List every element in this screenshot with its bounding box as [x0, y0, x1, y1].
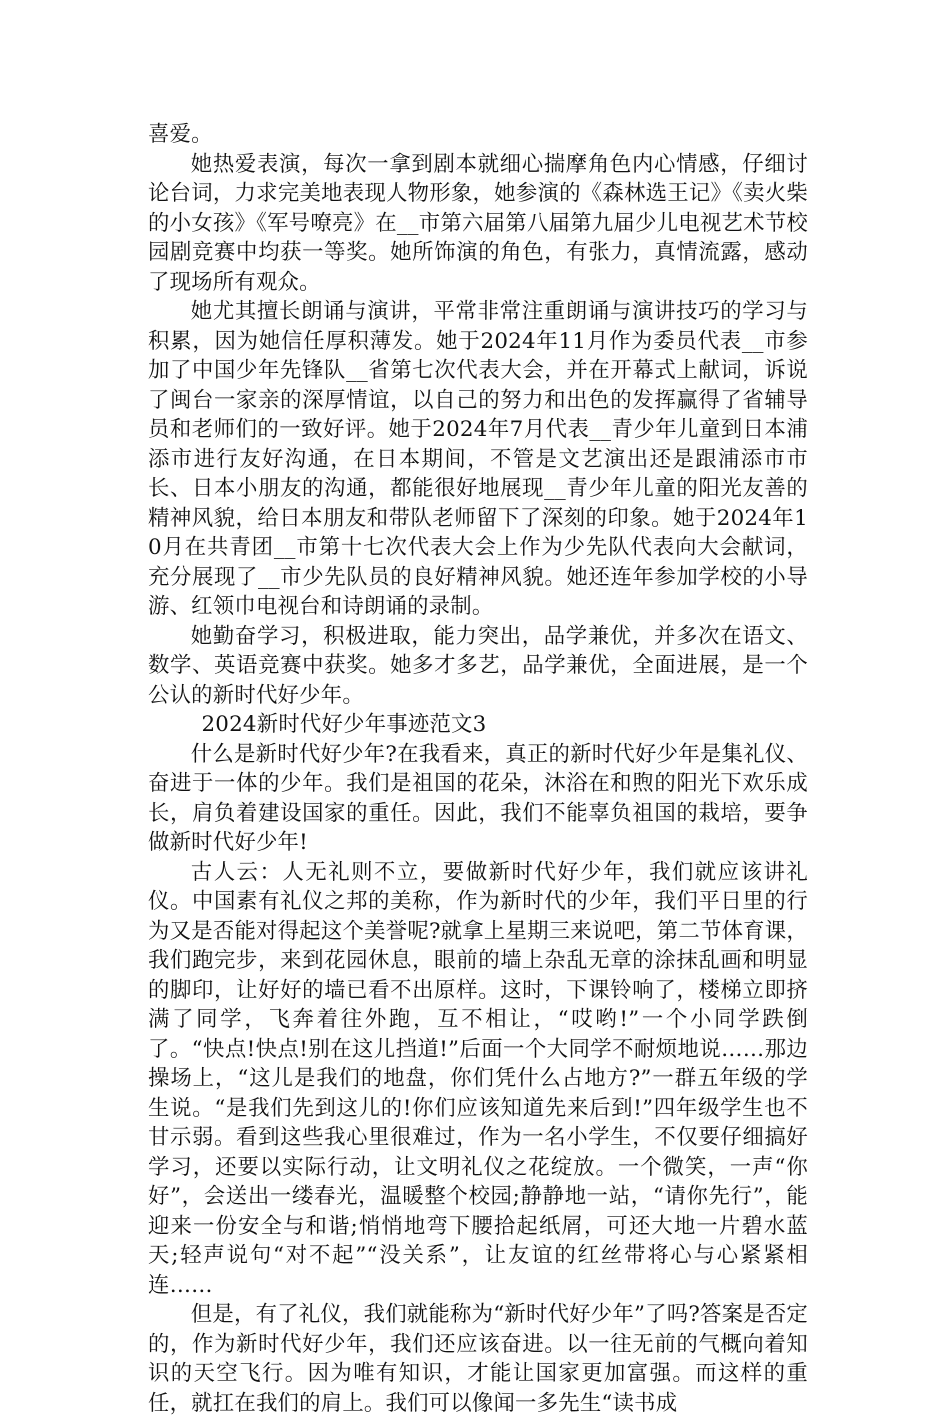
- paragraph-continuation: 喜爱。: [148, 122, 213, 147]
- section-heading: 2024新时代好少年事迹范文3: [201, 712, 487, 737]
- document-body: [148, 120, 808, 1418]
- paragraph-what-is: 什么是新时代好少年?在我看来，真正的新时代好少年是集礼仪、奋进于一体的少年。我们是祖国的花朵，沐浴在和煦的阳光下欢乐成长，肩负着建设国家的重任。因此，我们不能辜负祖国的栽培，要争做新时代好少年!: [148, 741, 808, 855]
- paragraph-etiquette: 古人云：人无礼则不立，要做新时代好少年，我们就应该讲礼仪。中国素有礼仪之邦的美称，作为新时代的少年，我们平日里的行为又是否能对得起这个美誉呢?就拿上星期三来说吧，第二节体育课，我们跑完步，来到花园休息，眼前的墙上杂乱无章的涂抹乱画和明显的脚印，让好好的墙已看不出原样。这时，下课铃响了，楼梯立即挤满了同学，飞奔着往外跑，互不相让，“哎哟!”一个小同学跌倒了。“快点!快点!别在这儿挡道!”后面一个大同学不耐烦地说……那边操场上，“这儿是我们的地盘，你们凭什么占地方?”一群五年级的学生说。“是我们先到这儿的!你们应该知道先来后到!”四年级学生也不甘示弱。看到这些我心里很难过，作为一名小学生，不仅要仔细搞好学习，还要以实际行动，让文明礼仪之花绽放。一个微笑，一声“你好”，会送出一缕春光，温暖整个校园;静静地一站，“请你先行”，能迎来一份安全与和谐;悄悄地弯下腰拾起纸屑，可还大地一片碧水蓝天;轻声说句“对不起”“没关系”，让友谊的红丝带将心与心紧紧相连……: [148, 859, 808, 1298]
- paragraph-recitation: 她尤其擅长朗诵与演讲，平常非常注重朗诵与演讲技巧的学习与积累，因为她信任厚积薄发。她于2024年11月作为委员代表__市参加了中国少年先锋队__省第七次代表大会，并在开幕式上献词，诉说了闽台一家亲的深厚情谊，以自己的努力和出色的发挥赢得了省辅导员和老师们的一致好评。她于2024年7月代表__青少年儿童到日本浦添市进行友好沟通，在日本期间，不管是文艺演出还是跟浦添市市长、日本小朋友的沟通，都能很好地展现__青少年儿童的阳光友善的精神风貌，给日本朋友和带队老师留下了深刻的印象。她于2024年10月在共青团__市第十七次代表大会上作为少先队代表向大会献词，充分展现了__市少先队员的良好精神风貌。她还连年参加学校的小导游、红领巾电视台和诗朗诵的录制。: [148, 299, 808, 619]
- paragraph-study: 她勤奋学习，积极进取，能力突出，品学兼优，并多次在语文、数学、英语竞赛中获奖。她多才多艺，品学兼优，全面进展，是一个公认的新时代好少年。: [148, 623, 808, 708]
- paragraph-acting: 她热爱表演，每次一拿到剧本就细心揣摩角色内心情感，仔细讨论台词，力求完美地表现人物形象，她参演的《森林选王记》《卖火柴的小女孩》《军号嘹亮》在__市第六届第八届第九届少儿电视艺术节校园剧竞赛中均获一等奖。她所饰演的角色，有张力，真情流露，感动了现场所有观众。: [148, 151, 808, 295]
- paragraph-striving: 但是，有了礼仪，我们就能称为“新时代好少年”了吗?答案是否定的，作为新时代好少年，我们还应该奋进。以一往无前的气概向着知识的天空飞行。因为唯有知识，才能让国家更加富强。而这样的重任，就扛在我们的肩上。我们可以像闻一多先生“读书成: [148, 1302, 808, 1416]
